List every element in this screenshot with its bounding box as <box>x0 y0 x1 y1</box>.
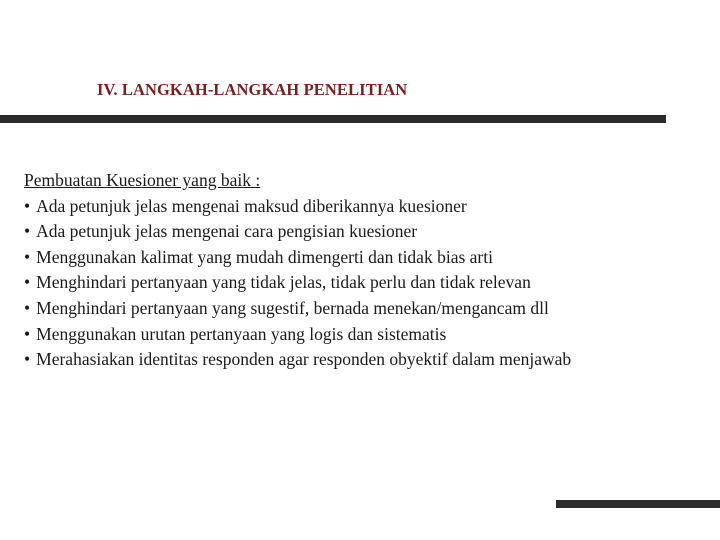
bullet-item: • Menghindari pertanyaan yang sugestif, bernada menekan/mengancam dll <box>24 296 714 322</box>
top-divider <box>0 115 666 123</box>
bullet-list <box>24 194 714 373</box>
bullet-item: • Merahasiakan identitas responden agar responden obyektif dalam menjawab <box>24 347 714 373</box>
slide-content <box>24 168 714 373</box>
slide-title: IV. LANGKAH-LANGKAH PENELITIAN <box>97 80 408 99</box>
bullet-item: • Menghindari pertanyaan yang tidak jelas, tidak perlu dan tidak relevan <box>24 270 714 296</box>
bullet-item: • Ada petunjuk jelas mengenai maksud diberikannya kuesioner <box>24 194 714 220</box>
bullet-item: • Menggunakan kalimat yang mudah dimengerti dan tidak bias arti <box>24 245 714 271</box>
bottom-divider <box>556 500 720 508</box>
section-heading: Pembuatan Kuesioner yang baik : <box>24 170 261 190</box>
bullet-item: • Menggunakan urutan pertanyaan yang logis dan sistematis <box>24 322 714 348</box>
bullet-item: • Ada petunjuk jelas mengenai cara pengisian kuesioner <box>24 219 714 245</box>
